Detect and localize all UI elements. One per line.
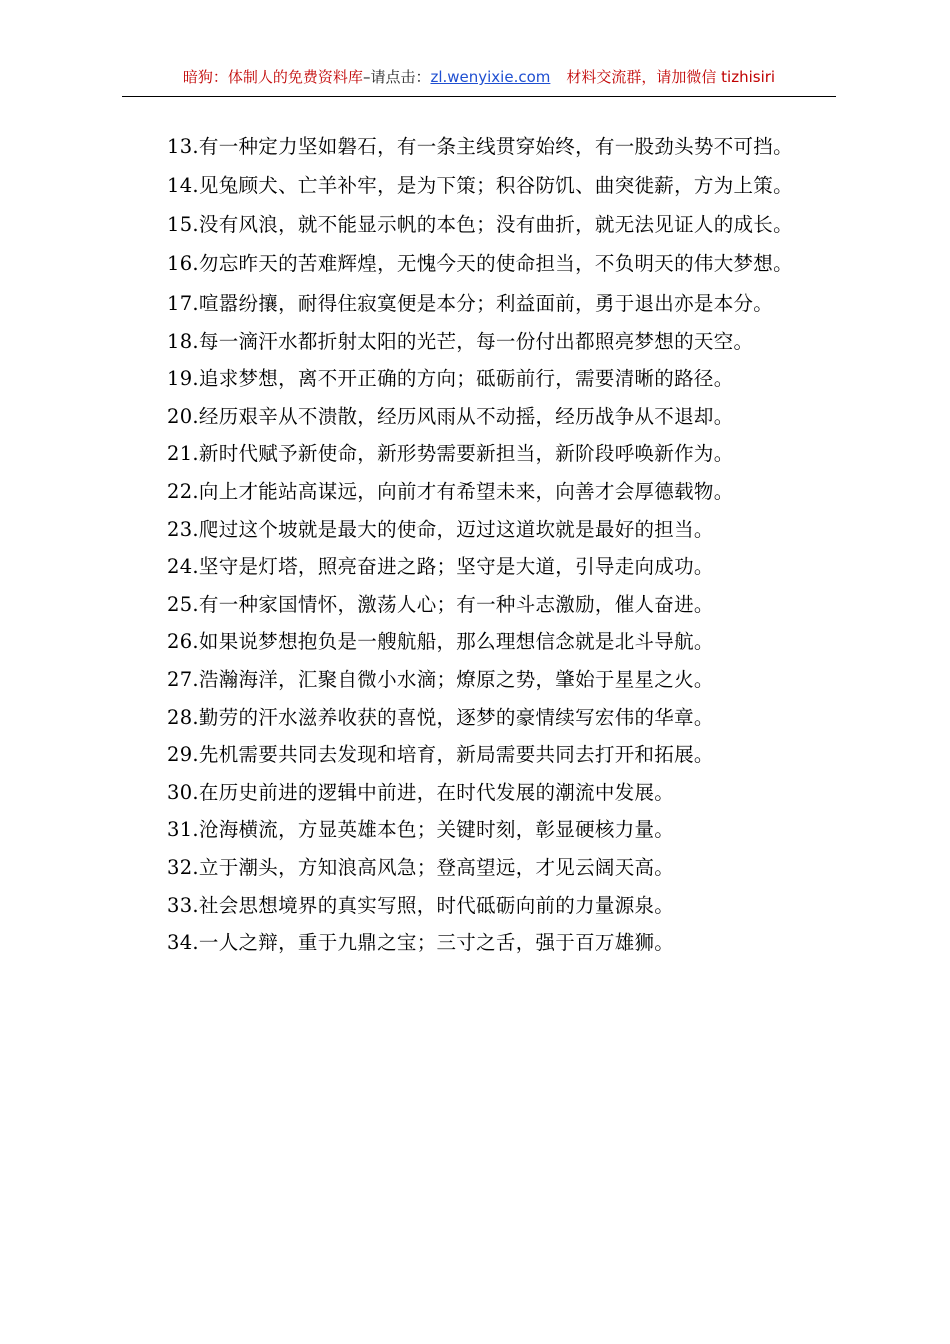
- paragraph-13: 13.有一种定力坚如磐石，有一条主线贯穿始终，有一股劲头势不可挡。: [167, 135, 793, 158]
- paragraph-23: 23.爬过这个坡就是最大的使命，迈过这道坎就是最好的担当。: [167, 517, 714, 541]
- paragraph-17: 17.喧嚣纷攘，耐得住寂寞便是本分；利益面前，勇于退出亦是本分。: [167, 292, 774, 315]
- paragraph-30: 30.在历史前进的逻辑中前进，在时代发展的潮流中发展。: [167, 780, 675, 804]
- paragraph-33: 33.社会思想境界的真实写照，时代砥砺向前的力量源泉。: [167, 893, 675, 917]
- paragraph-24: 24.坚守是灯塔，照亮奋进之路；坚守是大道，引导走向成功。: [167, 555, 714, 579]
- header-link[interactable]: zl.wenyixie.com: [430, 68, 551, 86]
- header-site-label: 暗狗：体制人的免费资料库: [182, 68, 363, 86]
- paragraph-20: 20.经历艰辛从不溃散，经历风雨从不动摇，经历战争从不退却。: [167, 404, 734, 428]
- paragraph-26: 26.如果说梦想抱负是一艘航船，那么理想信念就是北斗导航。: [167, 630, 714, 654]
- header-contact-text: 材料交流群，请加微信 tizhisiri: [566, 68, 776, 86]
- paragraph-22: 22.向上才能站高谋远，向前才有希望未来，向善才会厚德载物。: [167, 479, 734, 503]
- paragraph-29: 29.先机需要共同去发现和培育，新局需要共同去打开和拓展。: [167, 743, 714, 767]
- paragraph-31: 31.沧海横流，方显英雄本色；关键时刻，彰显硬核力量。: [167, 818, 675, 842]
- paragraph-34: 34.一人之辩，重于九鼎之宝；三寸之舌，强于百万雄狮。: [167, 931, 675, 955]
- page-header: [122, 66, 836, 97]
- paragraph-21: 21.新时代赋予新使命，新形势需要新担当，新阶段呼唤新作为。: [167, 442, 734, 466]
- paragraph-18: 18.每一滴汗水都折射太阳的光芒，每一份付出都照亮梦想的天空。: [167, 329, 754, 353]
- paragraph-16: 16.勿忘昨天的苦难辉煌，无愧今天的使命担当，不负明天的伟大梦想。: [167, 252, 793, 275]
- paragraph-25: 25.有一种家国情怀，激荡人心；有一种斗志激励，催人奋进。: [167, 592, 714, 616]
- paragraph-19: 19.追求梦想，离不开正确的方向；砥砺前行，需要清晰的路径。: [167, 367, 734, 391]
- paragraph-27: 27.浩瀚海洋，汇聚自微小水滴；燎原之势，肇始于星星之火。: [167, 667, 714, 691]
- paragraph-32: 32.立于潮头，方知浪高风急；登高望远，才见云阔天高。: [167, 855, 675, 879]
- document-body: [124, 129, 836, 962]
- paragraph-14: 14.见兔顾犬、亡羊补牢，是为下策；积谷防饥、曲突徙薪，方为上策。: [167, 174, 793, 197]
- header-click-label: –请点击：: [362, 68, 431, 86]
- paragraph-15: 15.没有风浪，就不能显示帆的本色；没有曲折，就无法见证人的成长。: [167, 213, 793, 236]
- paragraph-28: 28.勤劳的汗水滋养收获的喜悦，逐梦的豪情续写宏伟的华章。: [167, 705, 714, 729]
